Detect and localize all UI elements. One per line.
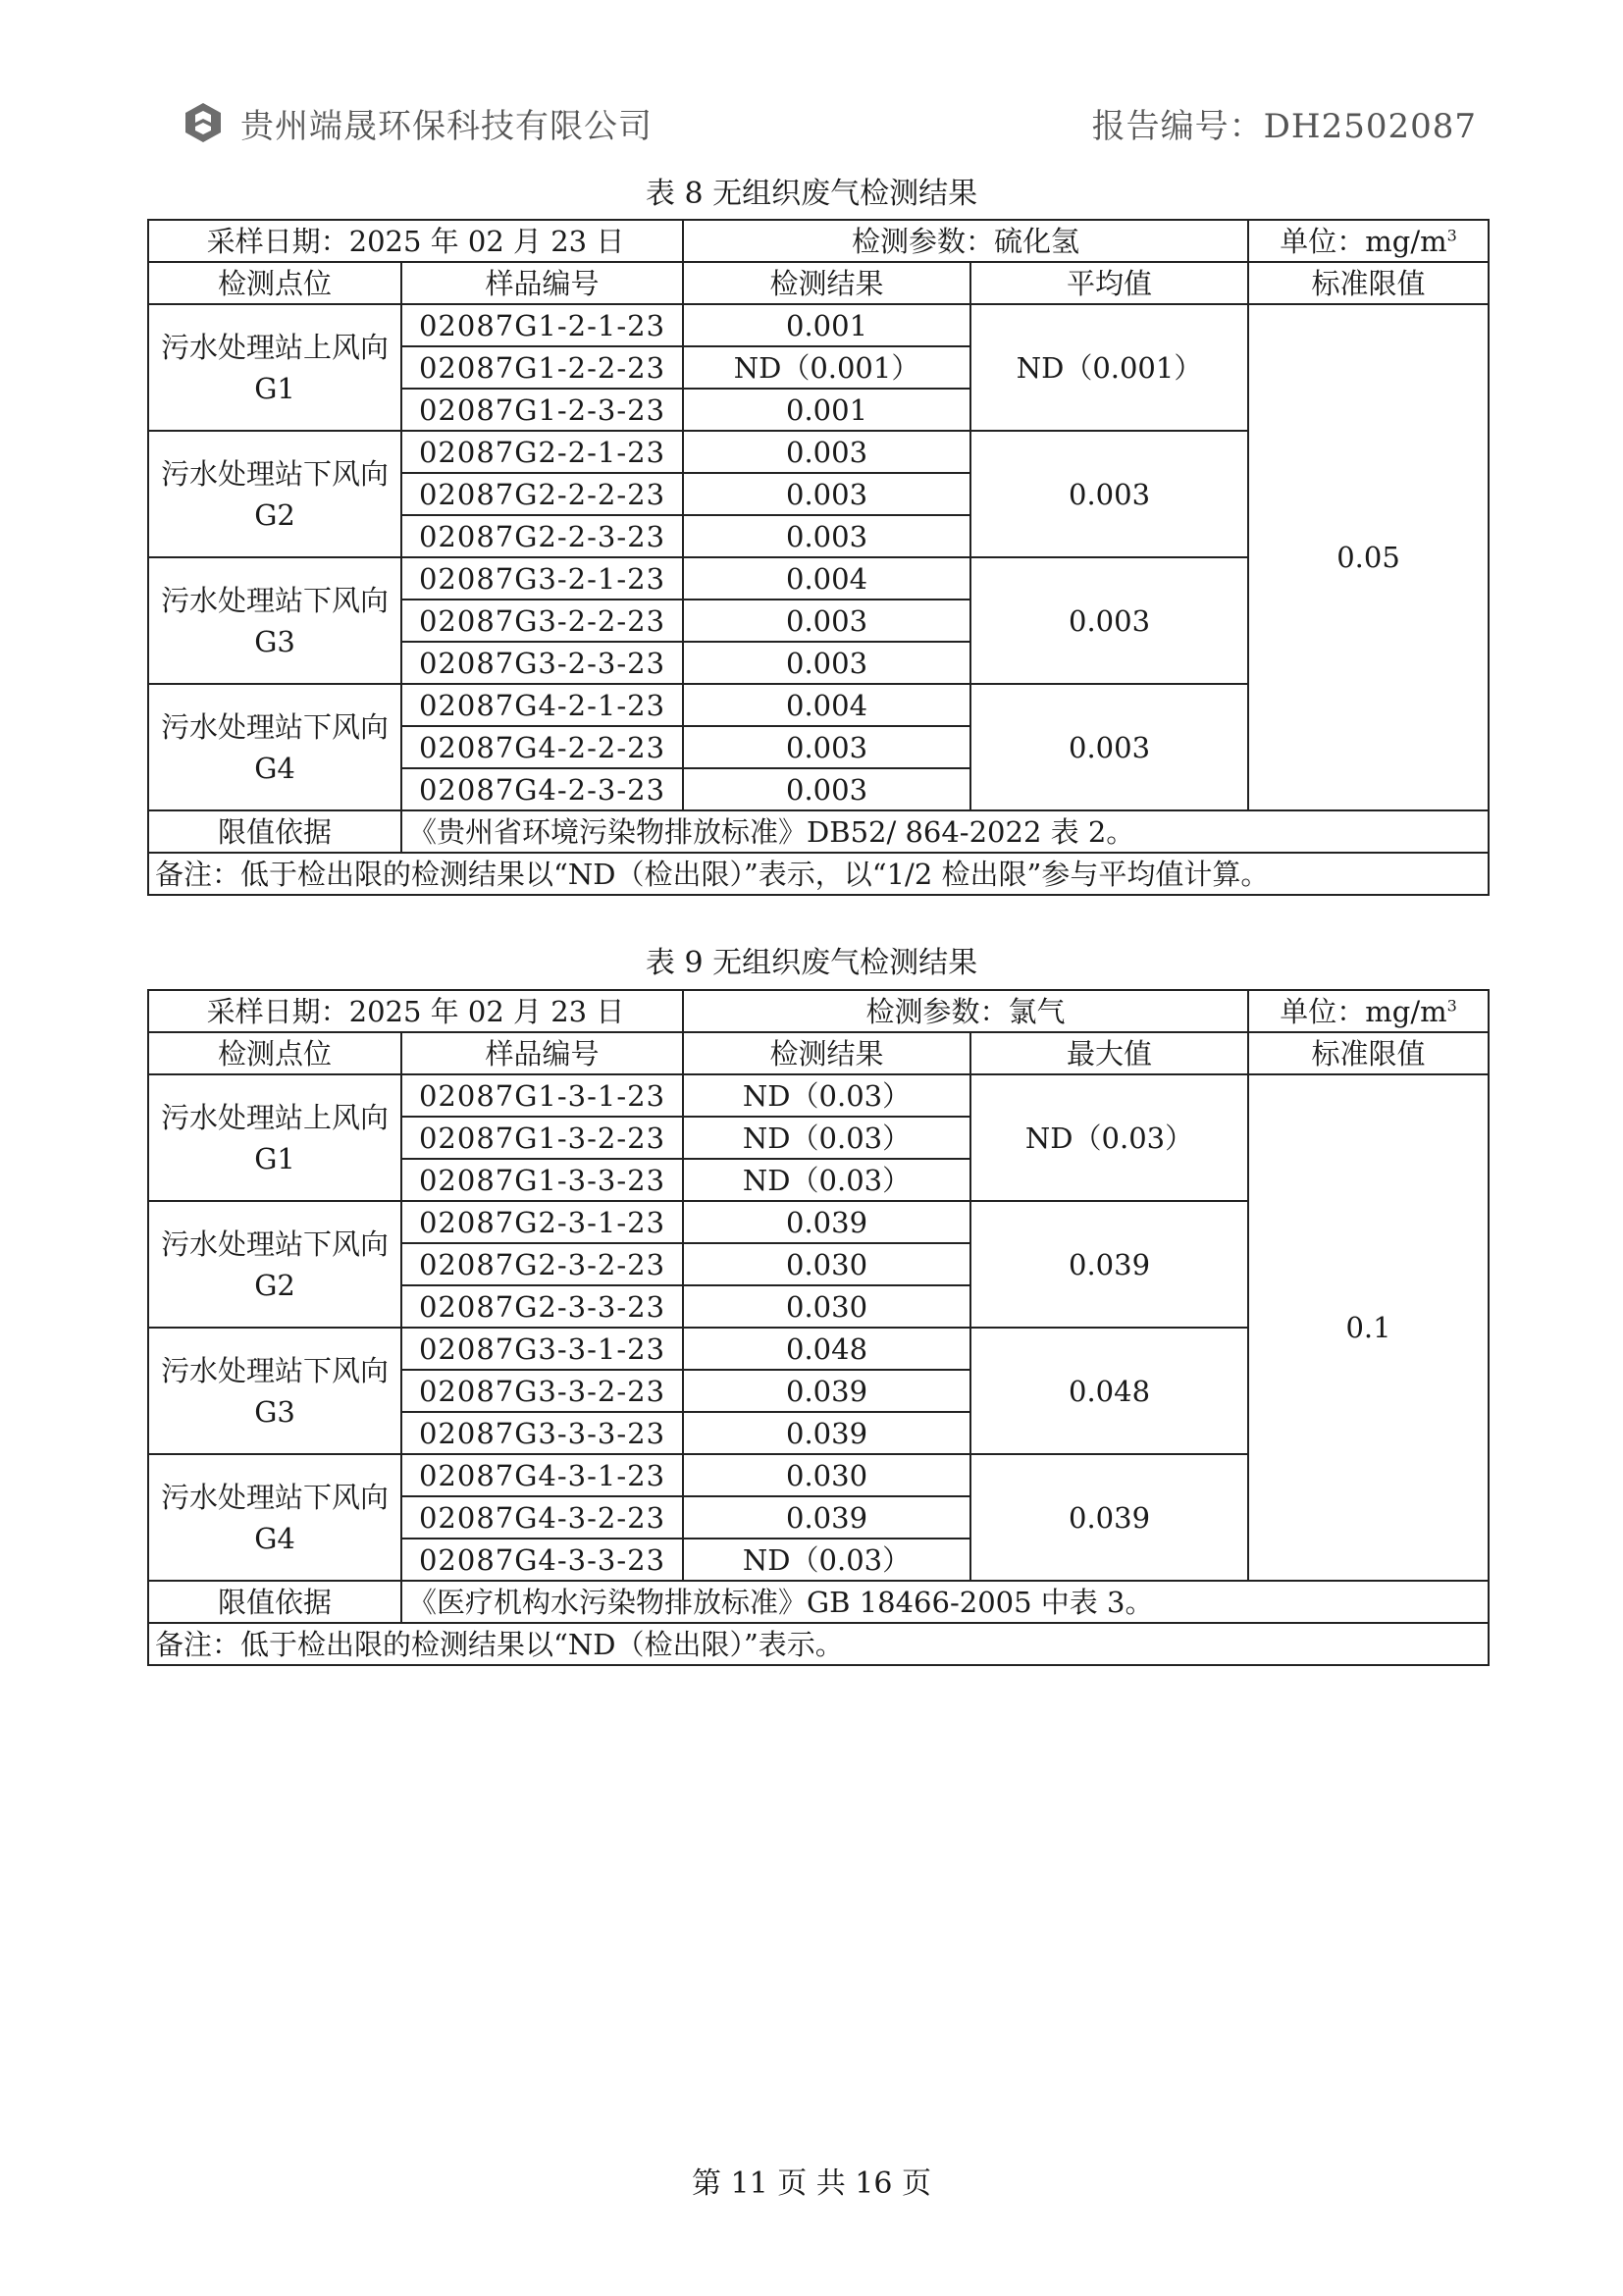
- sample-id: 02087G1-2-1-23: [401, 304, 683, 346]
- basis-text: 《医疗机构水污染物排放标准》GB 18466-2005 中表 3。: [401, 1581, 1489, 1623]
- table8-header-row: [148, 262, 1489, 304]
- summary-value: 0.048: [970, 1328, 1248, 1454]
- sample-id: 02087G1-3-3-23: [401, 1159, 683, 1201]
- result-value: ND（0.03）: [683, 1159, 970, 1201]
- table-row: [148, 1074, 1489, 1117]
- sample-id: 02087G3-3-2-23: [401, 1370, 683, 1412]
- basis-label: 限值依据: [148, 1581, 401, 1623]
- sample-id: 02087G4-3-1-23: [401, 1454, 683, 1496]
- limit-value: 0.05: [1248, 304, 1489, 810]
- summary-value: 0.003: [970, 557, 1248, 684]
- page-header: [182, 93, 1477, 152]
- column-header: 检测点位: [148, 1032, 401, 1074]
- note-row: [148, 853, 1489, 895]
- sample-id: 02087G4-2-2-23: [401, 726, 683, 768]
- company-logo-icon: [182, 101, 225, 144]
- sample-id: 02087G2-3-2-23: [401, 1243, 683, 1285]
- sample-id: 02087G3-3-3-23: [401, 1412, 683, 1454]
- table9-meta-row: [148, 990, 1489, 1032]
- column-header: 平均值: [970, 262, 1248, 304]
- result-value: 0.039: [683, 1201, 970, 1243]
- sample-id: 02087G3-2-2-23: [401, 600, 683, 642]
- column-header: 检测结果: [683, 262, 970, 304]
- column-header: 检测结果: [683, 1032, 970, 1074]
- page-number: 第 11 页 共 16 页: [691, 2166, 932, 2201]
- result-value: ND（0.03）: [683, 1117, 970, 1159]
- table8-meta-row: [148, 220, 1489, 262]
- test-parameter: 检测参数：硫化氢: [683, 220, 1248, 262]
- table9: [147, 989, 1490, 1666]
- sample-id: 02087G3-3-1-23: [401, 1328, 683, 1370]
- result-value: ND（0.03）: [683, 1539, 970, 1581]
- site-cell: 污水处理站上风向 G1: [148, 1074, 401, 1201]
- result-value: 0.004: [683, 684, 970, 726]
- column-header: 标准限值: [1248, 262, 1489, 304]
- basis-row: [148, 1581, 1489, 1623]
- sample-id: 02087G1-2-2-23: [401, 346, 683, 389]
- summary-value: ND（0.001）: [970, 304, 1248, 431]
- result-value: 0.039: [683, 1370, 970, 1412]
- table8-caption: 表 8 无组织废气检测结果: [645, 177, 978, 211]
- table9-caption: 表 9 无组织废气检测结果: [645, 946, 978, 980]
- site-cell: 污水处理站下风向 G4: [148, 684, 401, 810]
- site-cell: 污水处理站下风向 G4: [148, 1454, 401, 1581]
- sample-id: 02087G2-2-1-23: [401, 431, 683, 473]
- result-value: 0.030: [683, 1243, 970, 1285]
- sample-id: 02087G2-3-1-23: [401, 1201, 683, 1243]
- result-value: 0.004: [683, 557, 970, 600]
- sampling-date: 采样日期：2025 年 02 月 23 日: [148, 990, 683, 1032]
- result-value: ND（0.001）: [683, 346, 970, 389]
- site-cell: 污水处理站下风向 G2: [148, 1201, 401, 1328]
- unit-cell: 单位：$mg/m^3$: [1248, 990, 1489, 1032]
- sampling-date: 采样日期：2025 年 02 月 23 日: [148, 220, 683, 262]
- result-value: 0.003: [683, 726, 970, 768]
- table9-header-row: [148, 1032, 1489, 1074]
- result-value: ND（0.03）: [683, 1074, 970, 1117]
- column-header: 最大值: [970, 1032, 1248, 1074]
- result-value: 0.003: [683, 642, 970, 684]
- basis-label: 限值依据: [148, 810, 401, 853]
- site-cell: 污水处理站下风向 G2: [148, 431, 401, 557]
- table8: [147, 219, 1490, 896]
- basis-row: [148, 810, 1489, 853]
- result-value: 0.003: [683, 600, 970, 642]
- sample-id: 02087G2-2-3-23: [401, 515, 683, 557]
- sample-id: 02087G4-2-3-23: [401, 768, 683, 810]
- company-name: 贵州端晟环保科技有限公司: [240, 107, 653, 146]
- column-header: 检测点位: [148, 262, 401, 304]
- summary-value: 0.003: [970, 431, 1248, 557]
- site-cell: 污水处理站下风向 G3: [148, 1328, 401, 1454]
- result-value: 0.001: [683, 304, 970, 346]
- test-parameter: 检测参数：氯气: [683, 990, 1248, 1032]
- table-row: [148, 304, 1489, 346]
- column-header: 样品编号: [401, 262, 683, 304]
- report-number: 报告编号：DH2502087: [1091, 107, 1477, 146]
- sample-id: 02087G4-2-1-23: [401, 684, 683, 726]
- column-header: 样品编号: [401, 1032, 683, 1074]
- result-value: 0.030: [683, 1285, 970, 1328]
- sample-id: 02087G1-3-1-23: [401, 1074, 683, 1117]
- result-value: 0.048: [683, 1328, 970, 1370]
- sample-id: 02087G4-3-2-23: [401, 1496, 683, 1539]
- summary-value: 0.003: [970, 684, 1248, 810]
- result-value: 0.003: [683, 768, 970, 810]
- note-row: [148, 1623, 1489, 1665]
- sample-id: 02087G1-3-2-23: [401, 1117, 683, 1159]
- limit-value: 0.1: [1248, 1074, 1489, 1581]
- result-value: 0.003: [683, 431, 970, 473]
- sample-id: 02087G2-2-2-23: [401, 473, 683, 515]
- basis-text: 《贵州省环境污染物排放标准》DB52/ 864-2022 表 2。: [401, 810, 1489, 853]
- result-value: 0.030: [683, 1454, 970, 1496]
- summary-value: ND（0.03）: [970, 1074, 1248, 1201]
- result-value: 0.001: [683, 389, 970, 431]
- note-text: 备注：低于检出限的检测结果以“ND（检出限）”表示，以“1/2 检出限”参与平均值计算。: [148, 853, 1489, 895]
- sample-id: 02087G2-3-3-23: [401, 1285, 683, 1328]
- column-header: 标准限值: [1248, 1032, 1489, 1074]
- site-cell: 污水处理站上风向 G1: [148, 304, 401, 431]
- sample-id: 02087G3-2-1-23: [401, 557, 683, 600]
- sample-id: 02087G1-2-3-23: [401, 389, 683, 431]
- summary-value: 0.039: [970, 1454, 1248, 1581]
- summary-value: 0.039: [970, 1201, 1248, 1328]
- sample-id: 02087G4-3-3-23: [401, 1539, 683, 1581]
- result-value: 0.039: [683, 1412, 970, 1454]
- result-value: 0.003: [683, 515, 970, 557]
- unit-cell: 单位：$mg/m^3$: [1248, 220, 1489, 262]
- result-value: 0.039: [683, 1496, 970, 1539]
- note-text: 备注：低于检出限的检测结果以“ND（检出限）”表示。: [148, 1623, 1489, 1665]
- result-value: 0.003: [683, 473, 970, 515]
- sample-id: 02087G3-2-3-23: [401, 642, 683, 684]
- site-cell: 污水处理站下风向 G3: [148, 557, 401, 684]
